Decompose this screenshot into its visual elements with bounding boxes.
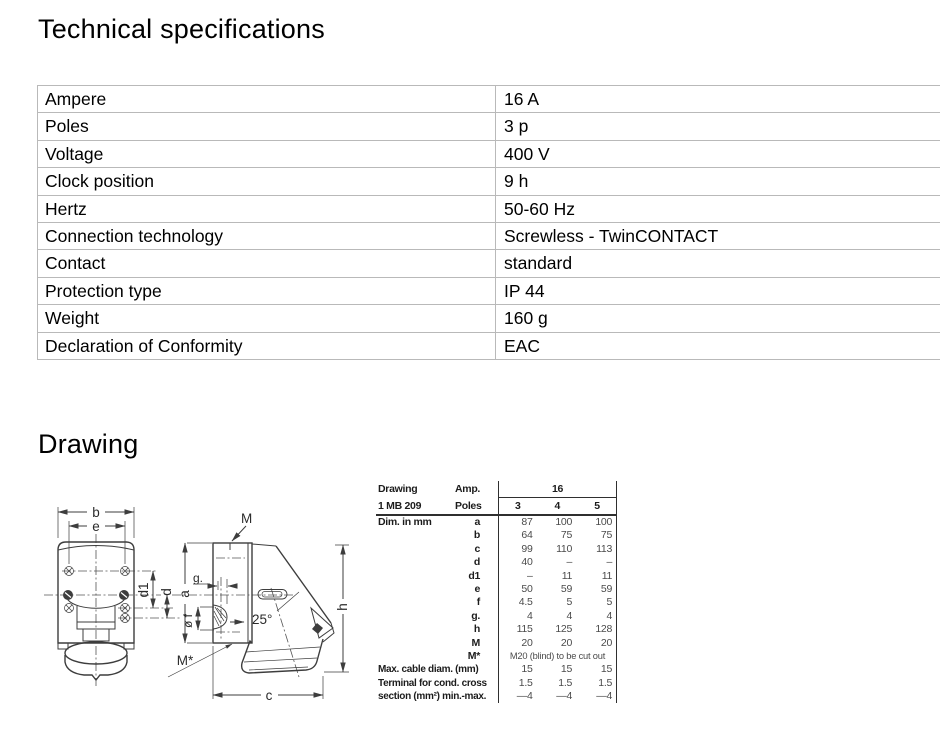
dim-key: f <box>476 596 480 609</box>
dim-unit-label: Dim. in mm <box>378 516 432 528</box>
dim-value: 75 <box>560 529 572 542</box>
pole-col-header: 4 <box>554 500 561 512</box>
front-view <box>44 534 295 686</box>
dim-value: 4 <box>566 609 572 622</box>
spec-value: 16 A <box>504 89 540 109</box>
pole-col-header: 3 <box>514 500 521 512</box>
dim-value: 20 <box>521 636 533 649</box>
dim-table-corner: Drawing <box>378 483 418 495</box>
dim-value: 15 <box>600 663 612 676</box>
amp-label: Amp. <box>455 483 481 495</box>
dim-value: 1.5 <box>518 676 533 689</box>
spec-row <box>38 277 940 304</box>
dim-value: – <box>526 569 533 582</box>
dim-value: 4.5 <box>518 596 533 609</box>
dim-value: 128 <box>595 623 612 636</box>
dim-table-corner: 1 MB 209 <box>378 500 422 512</box>
angle-label: 25° <box>252 612 273 627</box>
spec-value: 160 g <box>504 308 548 329</box>
dim-value: 40 <box>521 556 533 569</box>
dim-label-h: h <box>335 603 350 611</box>
footer-label: section (mm²) min.-max. <box>378 691 487 703</box>
dim-value: 1.5 <box>558 676 572 689</box>
dim-value: 15 <box>560 663 572 676</box>
dim-value: 15 <box>521 663 533 676</box>
dim-key: g. <box>471 609 480 622</box>
spec-row <box>38 85 940 112</box>
dim-value: 5 <box>606 596 612 609</box>
drawing-heading: Drawing <box>38 429 139 459</box>
dim-value: 100 <box>555 516 572 528</box>
spec-label: Declaration of Conformity <box>38 333 496 359</box>
dim-label-a: a <box>177 590 192 598</box>
tech-specs-table <box>37 85 940 360</box>
poles-label: Poles <box>455 500 482 512</box>
spec-label: Clock position <box>38 168 496 194</box>
dim-label-mstar: M* <box>176 653 194 668</box>
dim-value: – <box>566 556 572 569</box>
dim-key: M <box>471 636 480 649</box>
spec-label: Ampere <box>38 86 496 112</box>
pole-col-header: 5 <box>594 500 600 512</box>
spec-label: Weight <box>38 305 496 331</box>
dim-value: 4 <box>526 609 533 622</box>
spec-value: IP 44 <box>504 280 545 301</box>
dim-key: c <box>474 542 480 555</box>
spec-row <box>38 195 940 222</box>
dim-value: —4 <box>516 690 533 703</box>
dim-key: h <box>473 623 480 636</box>
dim-label-d1: d1 <box>136 582 151 598</box>
mstar-value: M20 (blind) to be cut out <box>509 650 606 661</box>
dim-label-c: c <box>265 688 273 703</box>
dim-value: 5 <box>566 596 572 609</box>
amp-value: 16 <box>498 481 617 498</box>
table-rule <box>616 481 617 703</box>
spec-label: Voltage <box>38 141 496 167</box>
footer-label: Max. cable diam. (mm) <box>378 664 479 676</box>
spec-row <box>38 332 940 359</box>
dim-label-g: g. <box>193 571 204 585</box>
dim-label-e: e <box>92 519 100 534</box>
spec-value: 9 h <box>504 171 529 192</box>
dim-value: 4 <box>606 609 612 622</box>
dim-label-b: b <box>92 505 100 520</box>
dim-value: 59 <box>600 582 612 595</box>
table-rule <box>498 481 499 703</box>
dim-value: 11 <box>601 569 612 582</box>
spec-row <box>38 112 940 139</box>
tech-specs-heading: Technical specifications <box>38 14 325 44</box>
spec-row <box>38 304 940 331</box>
dim-label-d: d <box>159 588 174 596</box>
spec-row <box>38 140 940 167</box>
dim-value: —4 <box>596 690 612 703</box>
technical-drawing <box>40 480 370 740</box>
dim-value: 113 <box>596 542 612 555</box>
spec-value: standard <box>504 253 573 274</box>
dim-key: a <box>474 516 480 528</box>
spec-row <box>38 222 940 249</box>
footer-label: Terminal for cond. cross <box>378 677 487 689</box>
dim-value: 11 <box>561 569 572 582</box>
dim-value: 1.5 <box>598 676 612 689</box>
side-view-dimensions <box>168 511 350 703</box>
spec-value: EAC <box>504 335 540 356</box>
dim-value: 20 <box>560 636 572 649</box>
dim-value: 110 <box>556 542 572 555</box>
dim-key: b <box>473 529 480 542</box>
spec-value: 400 V <box>504 143 550 164</box>
spec-label: Hertz <box>38 196 496 222</box>
dim-value: 20 <box>600 636 612 649</box>
dim-label-m: M <box>241 511 253 526</box>
dim-value: – <box>606 556 612 569</box>
spec-value: Screwless - TwinCONTACT <box>504 225 719 246</box>
dim-key: d1 <box>468 569 480 582</box>
spec-value: 3 p <box>504 116 529 137</box>
dim-value: 87 <box>521 516 533 528</box>
dim-value: —4 <box>556 690 572 703</box>
dim-key: d <box>473 556 480 569</box>
spec-value: 50-60 Hz <box>504 198 576 219</box>
spec-label: Connection technology <box>38 223 496 249</box>
side-view <box>213 543 334 677</box>
spec-label: Poles <box>38 113 496 139</box>
dim-value: 64 <box>521 529 533 542</box>
dim-value: 100 <box>595 516 612 528</box>
dim-value: 115 <box>516 623 533 636</box>
dim-value: 99 <box>521 542 533 555</box>
spec-label: Protection type <box>38 278 496 304</box>
dim-value: 59 <box>560 582 572 595</box>
dim-label-f: ø f <box>181 614 195 628</box>
dim-key: e <box>474 582 480 595</box>
spec-row <box>38 167 940 194</box>
dim-value: 75 <box>600 529 612 542</box>
dimension-table <box>376 481 617 703</box>
dim-value: 125 <box>555 623 572 636</box>
spec-label: Contact <box>38 250 496 276</box>
dim-key: M* <box>467 649 480 662</box>
dim-value: 50 <box>521 582 533 595</box>
spec-row <box>38 249 940 276</box>
